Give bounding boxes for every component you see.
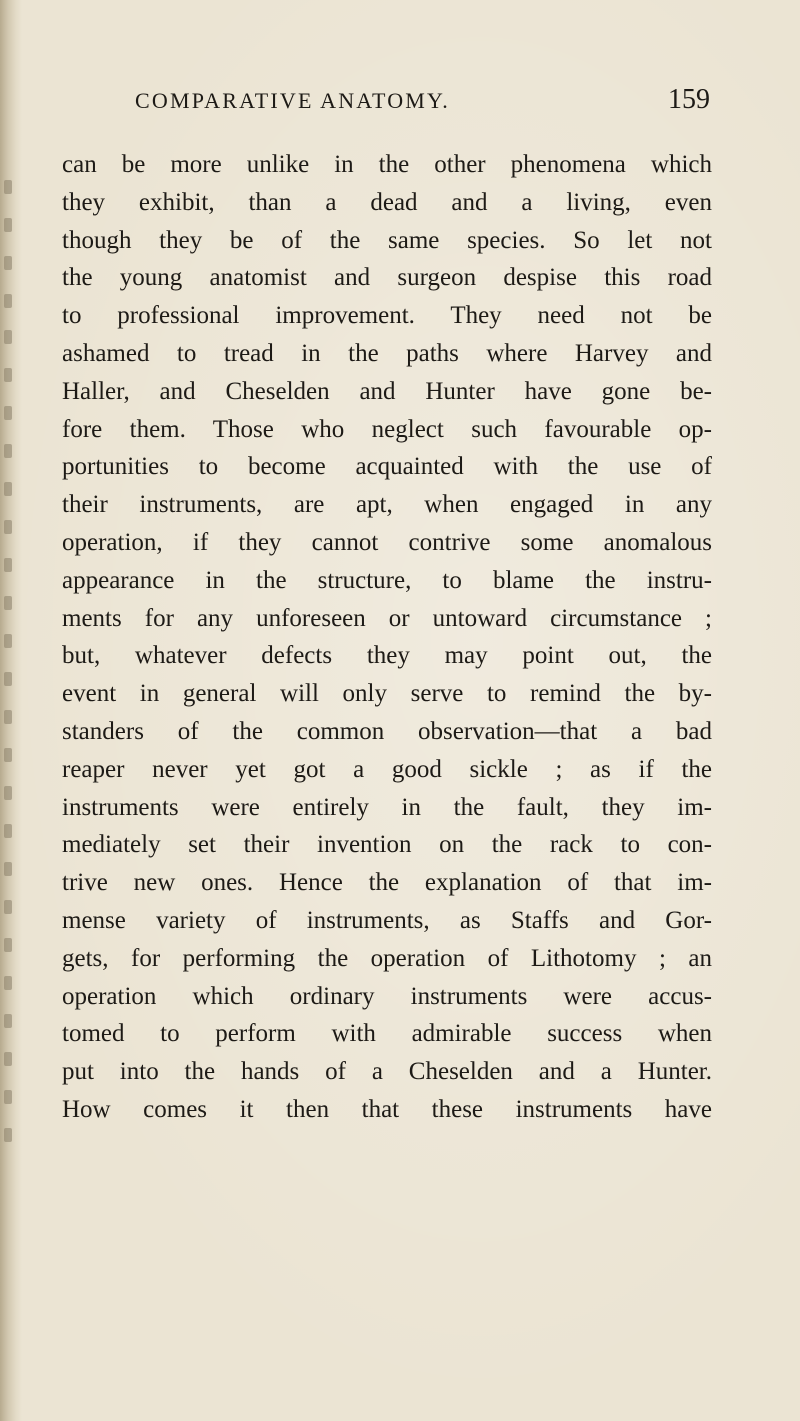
body-text: [62, 146, 712, 1129]
text-line: but, whatever defects they may point out, the: [62, 642, 712, 670]
text-line: portunities to become acquainted with the use of: [62, 453, 712, 481]
text-line: the young anatomist and surgeon despise this road: [62, 264, 712, 292]
text-line: instruments were entirely in the fault, they im-: [62, 793, 712, 821]
text-line: tomed to perform with admirable success when: [62, 1020, 712, 1048]
text-line: their instruments, are apt, when engaged in any: [62, 491, 712, 519]
text-line: can be more unlike in the other phenomena which: [62, 151, 712, 178]
text-line: though they be of the same species. So let not: [62, 226, 712, 254]
binding-show-through-marks: [0, 0, 26, 1421]
text-line: to professional improvement. They need not be: [62, 302, 712, 330]
text-line: How comes it then that these instruments have: [62, 1095, 712, 1123]
text-line: ashamed to tread in the paths where Harvey and: [62, 339, 712, 367]
text-line: mense variety of instruments, as Staffs and Gor-: [62, 906, 712, 934]
text-line: appearance in the structure, to blame the instru-: [62, 566, 712, 594]
text-line: Haller, and Cheselden and Hunter have gone be-: [62, 377, 712, 405]
text-line: operation which ordinary instruments were accus-: [62, 982, 712, 1010]
running-title: COMPARATIVE ANATOMY.: [135, 88, 450, 113]
text-line: reaper never yet got a good sickle ; as if the: [62, 755, 712, 783]
text-line: put into the hands of a Cheselden and a Hunter.: [62, 1058, 712, 1086]
text-line: event in general will only serve to remind the by-: [62, 680, 712, 708]
text-line: operation, if they cannot contrive some anomalous: [62, 528, 712, 556]
text-line: fore them. Those who neglect such favourable op-: [62, 415, 712, 443]
text-line: mediately set their invention on the rack to con-: [62, 831, 712, 859]
text-line: trive new ones. Hence the explanation of that im-: [62, 869, 712, 897]
text-line: ments for any unforeseen or untoward circumstance ;: [62, 604, 712, 632]
text-line: they exhibit, than a dead and a living, even: [62, 188, 712, 216]
text-line: gets, for performing the operation of Lithotomy ; an: [62, 944, 712, 972]
text-line: standers of the common observation—that a bad: [62, 717, 712, 745]
page-number: 159: [668, 84, 710, 115]
running-head: [130, 84, 710, 128]
